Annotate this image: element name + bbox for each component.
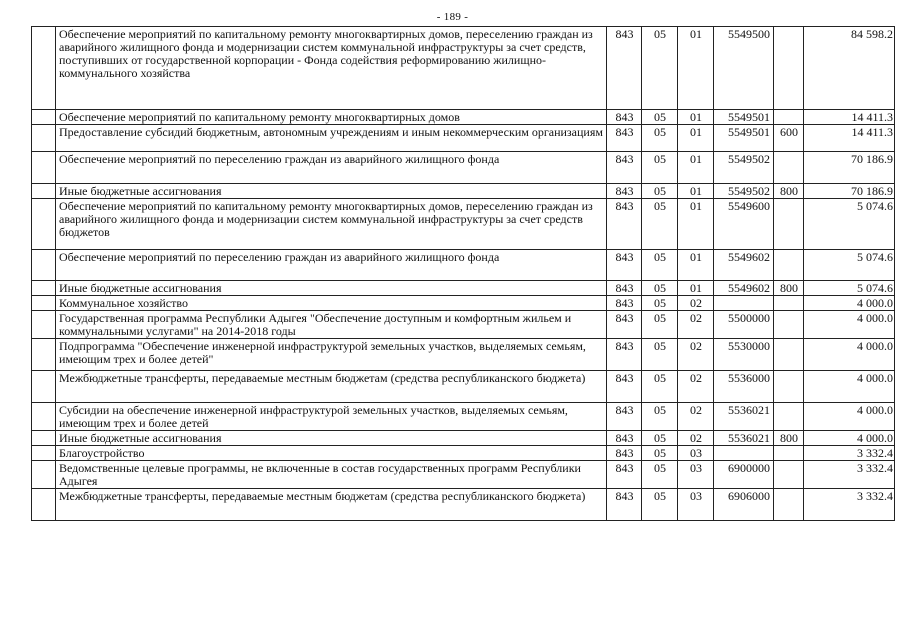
ministry-code-cell: 843 xyxy=(607,431,642,446)
section-code-cell: 05 xyxy=(642,431,678,446)
subsection-code-cell: 02 xyxy=(678,403,714,431)
expense-type-cell xyxy=(774,311,804,339)
expense-type-cell xyxy=(774,446,804,461)
section-code-cell: 05 xyxy=(642,27,678,110)
target-article-cell: 5500000 xyxy=(714,311,774,339)
row-name-cell: Межбюджетные трансферты, передаваемые местным бюджетам (средства республиканского бюджета) xyxy=(56,489,607,521)
target-article-cell xyxy=(714,296,774,311)
table-row xyxy=(32,250,895,281)
table-row xyxy=(32,446,895,461)
expense-type-cell xyxy=(774,250,804,281)
ministry-code-cell: 843 xyxy=(607,296,642,311)
row-name-cell: Субсидии на обеспечение инженерной инфраструктурой земельных участков, выделяемых семьям, имеющим трех и более детей xyxy=(56,403,607,431)
expense-type-cell xyxy=(774,152,804,184)
ministry-code-cell: 843 xyxy=(607,199,642,250)
amount-cell: 4 000.0 xyxy=(804,339,895,371)
row-name-cell: Межбюджетные трансферты, передаваемые местным бюджетам (средства республиканского бюджета) xyxy=(56,371,607,403)
target-article-cell: 5549502 xyxy=(714,184,774,199)
target-article-cell: 5530000 xyxy=(714,339,774,371)
ministry-code-cell: 843 xyxy=(607,281,642,296)
subsection-code-cell: 02 xyxy=(678,371,714,403)
amount-cell: 5 074.6 xyxy=(804,281,895,296)
amount-cell: 70 186.9 xyxy=(804,184,895,199)
ministry-code-cell: 843 xyxy=(607,311,642,339)
row-name-cell: Иные бюджетные ассигнования xyxy=(56,431,607,446)
budget-table xyxy=(31,26,895,521)
section-code-cell: 05 xyxy=(642,125,678,152)
subsection-code-cell: 02 xyxy=(678,339,714,371)
section-code-cell: 05 xyxy=(642,371,678,403)
row-name-cell: Обеспечение мероприятий по переселению граждан из аварийного жилищного фонда xyxy=(56,250,607,281)
page-number: - 189 - xyxy=(436,11,469,23)
section-code-cell: 05 xyxy=(642,311,678,339)
ministry-code-cell: 843 xyxy=(607,152,642,184)
target-article-cell: 5549602 xyxy=(714,250,774,281)
table-row xyxy=(32,431,895,446)
ministry-code-cell: 843 xyxy=(607,184,642,199)
row-name-cell: Благоустройство xyxy=(56,446,607,461)
row-name-cell: Предоставление субсидий бюджетным, автономным учреждениям и иным некоммерческим организациям xyxy=(56,125,607,152)
row-name-cell: Государственная программа Республики Адыгея "Обеспечение доступным и комфортным жильем и коммунальными услугами" на 2014-2018 годы xyxy=(56,311,607,339)
section-code-cell: 05 xyxy=(642,250,678,281)
expense-type-cell: 800 xyxy=(774,431,804,446)
amount-cell: 5 074.6 xyxy=(804,199,895,250)
expense-type-cell xyxy=(774,110,804,125)
table-row xyxy=(32,296,895,311)
amount-cell: 14 411.3 xyxy=(804,110,895,125)
target-article-cell: 5536021 xyxy=(714,431,774,446)
section-code-cell: 05 xyxy=(642,110,678,125)
row-name-cell: Обеспечение мероприятий по капитальному ремонту многоквартирных домов, переселению граждан из аварийного жилищного фонда и модернизации систем коммунальной инфраструктуры за счет средств бюджетов xyxy=(56,199,607,250)
row-marker-cell xyxy=(32,489,56,521)
table-row xyxy=(32,489,895,521)
section-code-cell: 05 xyxy=(642,296,678,311)
amount-cell: 4 000.0 xyxy=(804,296,895,311)
target-article-cell: 6906000 xyxy=(714,489,774,521)
row-marker-cell xyxy=(32,446,56,461)
table-row xyxy=(32,125,895,152)
row-name-cell: Обеспечение мероприятий по капитальному ремонту многоквартирных домов xyxy=(56,110,607,125)
ministry-code-cell: 843 xyxy=(607,403,642,431)
section-code-cell: 05 xyxy=(642,199,678,250)
amount-cell: 70 186.9 xyxy=(804,152,895,184)
target-article-cell: 5549500 xyxy=(714,27,774,110)
row-marker-cell xyxy=(32,27,56,110)
ministry-code-cell: 843 xyxy=(607,250,642,281)
table-row xyxy=(32,184,895,199)
subsection-code-cell: 02 xyxy=(678,311,714,339)
section-code-cell: 05 xyxy=(642,184,678,199)
ministry-code-cell: 843 xyxy=(607,371,642,403)
subsection-code-cell: 01 xyxy=(678,27,714,110)
subsection-code-cell: 01 xyxy=(678,199,714,250)
subsection-code-cell: 02 xyxy=(678,431,714,446)
row-marker-cell xyxy=(32,184,56,199)
target-article-cell: 5536021 xyxy=(714,403,774,431)
amount-cell: 4 000.0 xyxy=(804,431,895,446)
table-row xyxy=(32,339,895,371)
ministry-code-cell: 843 xyxy=(607,110,642,125)
amount-cell: 4 000.0 xyxy=(804,403,895,431)
row-name-cell: Ведомственные целевые программы, не включенные в состав государственных программ Республики Адыгея xyxy=(56,461,607,489)
section-code-cell: 05 xyxy=(642,446,678,461)
row-marker-cell xyxy=(32,110,56,125)
table-row xyxy=(32,311,895,339)
expense-type-cell xyxy=(774,403,804,431)
expense-type-cell xyxy=(774,199,804,250)
expense-type-cell xyxy=(774,461,804,489)
row-marker-cell xyxy=(32,281,56,296)
row-name-cell: Обеспечение мероприятий по капитальному ремонту многоквартирных домов, переселению граждан из аварийного жилищного фонда и модернизации систем коммунальной инфраструктуры за счет средств, поступивших от государственной корпорации - Фонда содействия реформированию жилищно-коммунального хозяйства xyxy=(56,27,607,110)
row-marker-cell xyxy=(32,403,56,431)
expense-type-cell: 800 xyxy=(774,281,804,296)
subsection-code-cell: 03 xyxy=(678,461,714,489)
amount-cell: 14 411.3 xyxy=(804,125,895,152)
subsection-code-cell: 01 xyxy=(678,125,714,152)
amount-cell: 3 332.4 xyxy=(804,489,895,521)
ministry-code-cell: 843 xyxy=(607,125,642,152)
section-code-cell: 05 xyxy=(642,461,678,489)
subsection-code-cell: 01 xyxy=(678,250,714,281)
amount-cell: 3 332.4 xyxy=(804,461,895,489)
section-code-cell: 05 xyxy=(642,339,678,371)
target-article-cell: 5549602 xyxy=(714,281,774,296)
ministry-code-cell: 843 xyxy=(607,27,642,110)
expense-type-cell xyxy=(774,489,804,521)
subsection-code-cell: 01 xyxy=(678,110,714,125)
amount-cell: 5 074.6 xyxy=(804,250,895,281)
row-marker-cell xyxy=(32,311,56,339)
section-code-cell: 05 xyxy=(642,403,678,431)
table-row xyxy=(32,110,895,125)
row-name-cell: Обеспечение мероприятий по переселению граждан из аварийного жилищного фонда xyxy=(56,152,607,184)
amount-cell: 4 000.0 xyxy=(804,371,895,403)
target-article-cell: 5549501 xyxy=(714,110,774,125)
ministry-code-cell: 843 xyxy=(607,339,642,371)
subsection-code-cell: 03 xyxy=(678,489,714,521)
expense-type-cell xyxy=(774,339,804,371)
section-code-cell: 05 xyxy=(642,281,678,296)
subsection-code-cell: 03 xyxy=(678,446,714,461)
row-name-cell: Иные бюджетные ассигнования xyxy=(56,184,607,199)
target-article-cell: 5549600 xyxy=(714,199,774,250)
subsection-code-cell: 02 xyxy=(678,296,714,311)
row-marker-cell xyxy=(32,461,56,489)
table-row xyxy=(32,371,895,403)
amount-cell: 3 332.4 xyxy=(804,446,895,461)
table-row xyxy=(32,281,895,296)
row-marker-cell xyxy=(32,152,56,184)
row-marker-cell xyxy=(32,431,56,446)
subsection-code-cell: 01 xyxy=(678,281,714,296)
target-article-cell: 5549502 xyxy=(714,152,774,184)
ministry-code-cell: 843 xyxy=(607,461,642,489)
subsection-code-cell: 01 xyxy=(678,184,714,199)
row-marker-cell xyxy=(32,339,56,371)
target-article-cell: 5549501 xyxy=(714,125,774,152)
row-name-cell: Иные бюджетные ассигнования xyxy=(56,281,607,296)
subsection-code-cell: 01 xyxy=(678,152,714,184)
row-name-cell: Коммунальное хозяйство xyxy=(56,296,607,311)
table-row xyxy=(32,403,895,431)
target-article-cell: 5536000 xyxy=(714,371,774,403)
target-article-cell xyxy=(714,446,774,461)
row-marker-cell xyxy=(32,296,56,311)
expense-type-cell: 800 xyxy=(774,184,804,199)
row-marker-cell xyxy=(32,199,56,250)
ministry-code-cell: 843 xyxy=(607,489,642,521)
table-row xyxy=(32,27,895,110)
amount-cell: 84 598.2 xyxy=(804,27,895,110)
target-article-cell: 6900000 xyxy=(714,461,774,489)
table-row xyxy=(32,199,895,250)
row-marker-cell xyxy=(32,371,56,403)
section-code-cell: 05 xyxy=(642,152,678,184)
ministry-code-cell: 843 xyxy=(607,446,642,461)
expense-type-cell xyxy=(774,296,804,311)
row-marker-cell xyxy=(32,125,56,152)
section-code-cell: 05 xyxy=(642,489,678,521)
table-row xyxy=(32,461,895,489)
amount-cell: 4 000.0 xyxy=(804,311,895,339)
expense-type-cell xyxy=(774,371,804,403)
table-row xyxy=(32,152,895,184)
row-name-cell: Подпрограмма "Обеспечение инженерной инфраструктурой земельных участков, выделяемых семьям, имеющим трех и более детей" xyxy=(56,339,607,371)
expense-type-cell xyxy=(774,27,804,110)
row-marker-cell xyxy=(32,250,56,281)
expense-type-cell: 600 xyxy=(774,125,804,152)
